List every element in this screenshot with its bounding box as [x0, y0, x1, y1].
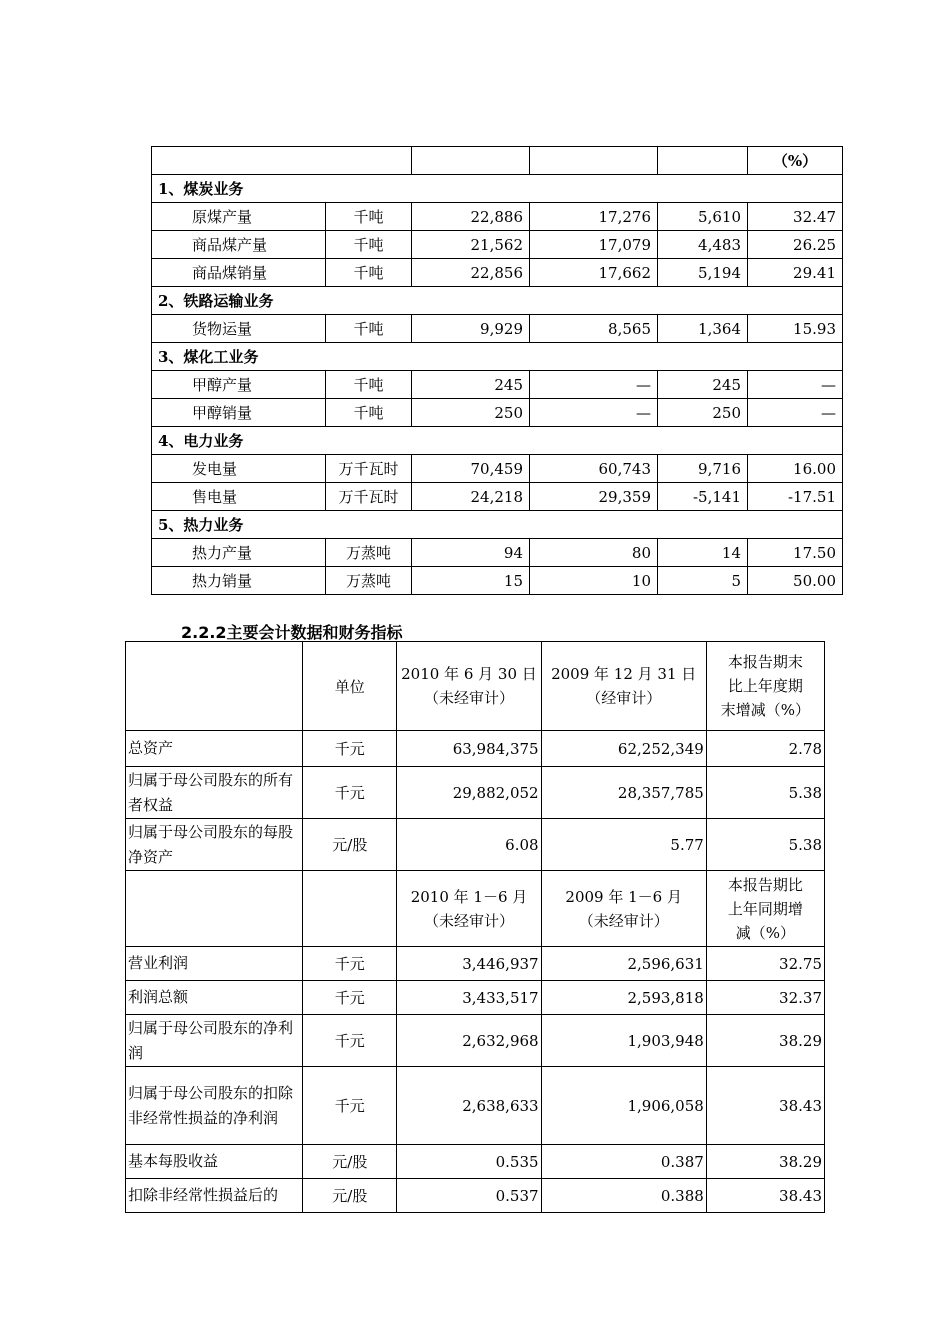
- header-cell: [530, 147, 658, 175]
- value-cell: 22,856: [412, 259, 530, 287]
- item-label: 归属于母公司股东的扣除非经常性损益的净利润: [126, 1067, 303, 1145]
- value-cell: 2,638,633: [397, 1067, 541, 1145]
- table-row: [126, 819, 825, 871]
- value-cell: 5.77: [541, 819, 706, 871]
- production-table: [151, 146, 843, 595]
- value-cell: 250: [412, 399, 530, 427]
- header-pct-cell: （%）: [748, 147, 843, 175]
- header-line: 末增减（%）: [720, 701, 811, 719]
- table-row: [126, 1067, 825, 1145]
- table-row: [152, 315, 843, 343]
- value-cell: 38.29: [706, 1015, 824, 1067]
- table-row: [126, 1145, 825, 1179]
- value-cell: 26.25: [748, 231, 843, 259]
- unit-cell: 千元: [303, 981, 397, 1015]
- value-cell: 0.535: [397, 1145, 541, 1179]
- header-change-pct: [706, 642, 824, 731]
- item-label: 归属于母公司股东的所有者权益: [126, 767, 303, 819]
- table-row: [152, 231, 843, 259]
- value-cell: 250: [658, 399, 748, 427]
- value-cell: 9,716: [658, 455, 748, 483]
- table-row: [152, 567, 843, 595]
- value-cell: 38.43: [706, 1179, 824, 1213]
- value-cell: 29,882,052: [397, 767, 541, 819]
- unit-cell: 元/股: [303, 819, 397, 871]
- value-cell: 62,252,349: [541, 731, 706, 767]
- value-cell: 2,596,631: [541, 947, 706, 981]
- unit-cell: 千吨: [326, 231, 412, 259]
- value-cell: 0.387: [541, 1145, 706, 1179]
- value-cell: 28,357,785: [541, 767, 706, 819]
- value-cell: 10: [530, 567, 658, 595]
- table-row: [152, 203, 843, 231]
- section-row: [152, 175, 843, 203]
- item-label: 热力产量: [152, 539, 326, 567]
- item-label: 发电量: [152, 455, 326, 483]
- production-table-header: [152, 147, 843, 175]
- table-row: [152, 259, 843, 287]
- header-line: 上年同期增: [727, 899, 803, 918]
- item-label: 货物运量: [152, 315, 326, 343]
- value-cell: 29,359: [530, 483, 658, 511]
- item-label: 利润总额: [126, 981, 303, 1015]
- value-cell: 70,459: [412, 455, 530, 483]
- value-cell: 0.388: [541, 1179, 706, 1213]
- table-row: [126, 1179, 825, 1213]
- header-line: 减（%）: [735, 923, 796, 942]
- header-change-pct: [706, 871, 824, 947]
- unit-cell: 千吨: [326, 371, 412, 399]
- unit-cell: 千吨: [326, 315, 412, 343]
- table-row: [126, 947, 825, 981]
- header-line: （未经审计）: [423, 911, 514, 930]
- item-label: 营业利润: [126, 947, 303, 981]
- unit-header: 单位: [303, 642, 397, 731]
- value-cell: —: [748, 399, 843, 427]
- header-cell: [126, 871, 303, 947]
- section-heading: 2.2.2主要会计数据和财务指标: [181, 623, 403, 642]
- value-cell: 94: [412, 539, 530, 567]
- value-cell: 1,364: [658, 315, 748, 343]
- header-cell: [303, 871, 397, 947]
- value-cell: 17,276: [530, 203, 658, 231]
- value-cell: 5.38: [706, 819, 824, 871]
- unit-cell: 千元: [303, 1015, 397, 1067]
- unit-cell: 元/股: [303, 1179, 397, 1213]
- header-cell: [152, 147, 412, 175]
- unit-cell: 千吨: [326, 399, 412, 427]
- value-cell: —: [530, 399, 658, 427]
- table-row: [152, 483, 843, 511]
- value-cell: 38.43: [706, 1067, 824, 1145]
- value-cell: 6.08: [397, 819, 541, 871]
- value-cell: 15.93: [748, 315, 843, 343]
- section-label: 5、热力业务: [152, 511, 843, 539]
- header-cell: [658, 147, 748, 175]
- value-cell: 8,565: [530, 315, 658, 343]
- section-label: 2、铁路运输业务: [152, 287, 843, 315]
- value-cell: 50.00: [748, 567, 843, 595]
- table-row: [152, 371, 843, 399]
- value-cell: —: [530, 371, 658, 399]
- value-cell: 5: [658, 567, 748, 595]
- value-cell: 1,906,058: [541, 1067, 706, 1145]
- value-cell: 9,929: [412, 315, 530, 343]
- item-label: 基本每股收益: [126, 1145, 303, 1179]
- header-line: 2009 年 12 月 31 日: [551, 665, 697, 683]
- unit-cell: 千吨: [326, 203, 412, 231]
- unit-cell: 万蒸吨: [326, 539, 412, 567]
- item-label: 商品煤销量: [152, 259, 326, 287]
- table-row: [152, 539, 843, 567]
- section-row: [152, 511, 843, 539]
- table-row: [152, 455, 843, 483]
- value-cell: -17.51: [748, 483, 843, 511]
- value-cell: 17.50: [748, 539, 843, 567]
- header-line: 本报告期比: [727, 875, 803, 894]
- header-period-current: [397, 871, 541, 947]
- table-row: [152, 399, 843, 427]
- value-cell: 15: [412, 567, 530, 595]
- value-cell: 32.37: [706, 981, 824, 1015]
- header-line: 2009 年 1－6 月: [565, 887, 682, 906]
- value-cell: 24,218: [412, 483, 530, 511]
- header-line: 本报告期末: [727, 653, 803, 671]
- value-cell: 63,984,375: [397, 731, 541, 767]
- header-line: （经审计）: [586, 689, 662, 707]
- section-row: [152, 343, 843, 371]
- header-period-end-current: [397, 642, 541, 731]
- value-cell: -5,141: [658, 483, 748, 511]
- unit-cell: 千元: [303, 767, 397, 819]
- table-row: [126, 731, 825, 767]
- header-period-prior: [541, 871, 706, 947]
- value-cell: 38.29: [706, 1145, 824, 1179]
- unit-cell: 万千瓦时: [326, 455, 412, 483]
- value-cell: 2,632,968: [397, 1015, 541, 1067]
- value-cell: 17,662: [530, 259, 658, 287]
- table-row: [126, 981, 825, 1015]
- section-row: [152, 287, 843, 315]
- section-row: [152, 427, 843, 455]
- value-cell: 5,194: [658, 259, 748, 287]
- section-label: 1、煤炭业务: [152, 175, 843, 203]
- value-cell: 245: [658, 371, 748, 399]
- header-line: 2010 年 6 月 30 日: [401, 665, 537, 683]
- unit-cell: 千元: [303, 1067, 397, 1145]
- unit-cell: 千吨: [326, 259, 412, 287]
- header-line: 2010 年 1－6 月: [410, 887, 528, 906]
- unit-cell: 万千瓦时: [326, 483, 412, 511]
- value-cell: 1,903,948: [541, 1015, 706, 1067]
- finance-header-row-1: [126, 642, 825, 731]
- unit-cell: 元/股: [303, 1145, 397, 1179]
- value-cell: 0.537: [397, 1179, 541, 1213]
- header-line: （未经审计）: [423, 689, 514, 707]
- section-label: 3、煤化工业务: [152, 343, 843, 371]
- unit-cell: 千元: [303, 947, 397, 981]
- item-label: 扣除非经常性损益后的: [126, 1179, 303, 1213]
- unit-cell: 万蒸吨: [326, 567, 412, 595]
- value-cell: 32.47: [748, 203, 843, 231]
- item-label: 归属于母公司股东的每股净资产: [126, 819, 303, 871]
- table-row: [126, 767, 825, 819]
- item-label: 总资产: [126, 731, 303, 767]
- value-cell: 4,483: [658, 231, 748, 259]
- table-row: [126, 1015, 825, 1067]
- finance-table: [125, 641, 825, 1213]
- value-cell: 3,433,517: [397, 981, 541, 1015]
- header-cell: [412, 147, 530, 175]
- item-label: 原煤产量: [152, 203, 326, 231]
- value-cell: 14: [658, 539, 748, 567]
- value-cell: 80: [530, 539, 658, 567]
- value-cell: 17,079: [530, 231, 658, 259]
- value-cell: 32.75: [706, 947, 824, 981]
- value-cell: 22,886: [412, 203, 530, 231]
- value-cell: 2,593,818: [541, 981, 706, 1015]
- value-cell: 245: [412, 371, 530, 399]
- item-label: 热力销量: [152, 567, 326, 595]
- value-cell: 5,610: [658, 203, 748, 231]
- header-line: 比上年度期: [727, 677, 803, 695]
- header-period-end-prior: [541, 642, 706, 731]
- unit-cell: 千元: [303, 731, 397, 767]
- value-cell: 5.38: [706, 767, 824, 819]
- section-label: 4、电力业务: [152, 427, 843, 455]
- value-cell: 3,446,937: [397, 947, 541, 981]
- value-cell: 60,743: [530, 455, 658, 483]
- value-cell: 16.00: [748, 455, 843, 483]
- value-cell: 2.78: [706, 731, 824, 767]
- header-cell: [126, 642, 303, 731]
- item-label: 甲醇销量: [152, 399, 326, 427]
- value-cell: 21,562: [412, 231, 530, 259]
- item-label: 甲醇产量: [152, 371, 326, 399]
- finance-header-row-2: [126, 871, 825, 947]
- value-cell: 29.41: [748, 259, 843, 287]
- value-cell: —: [748, 371, 843, 399]
- item-label: 商品煤产量: [152, 231, 326, 259]
- header-line: （未经审计）: [578, 911, 669, 930]
- item-label: 归属于母公司股东的净利润: [126, 1015, 303, 1067]
- item-label: 售电量: [152, 483, 326, 511]
